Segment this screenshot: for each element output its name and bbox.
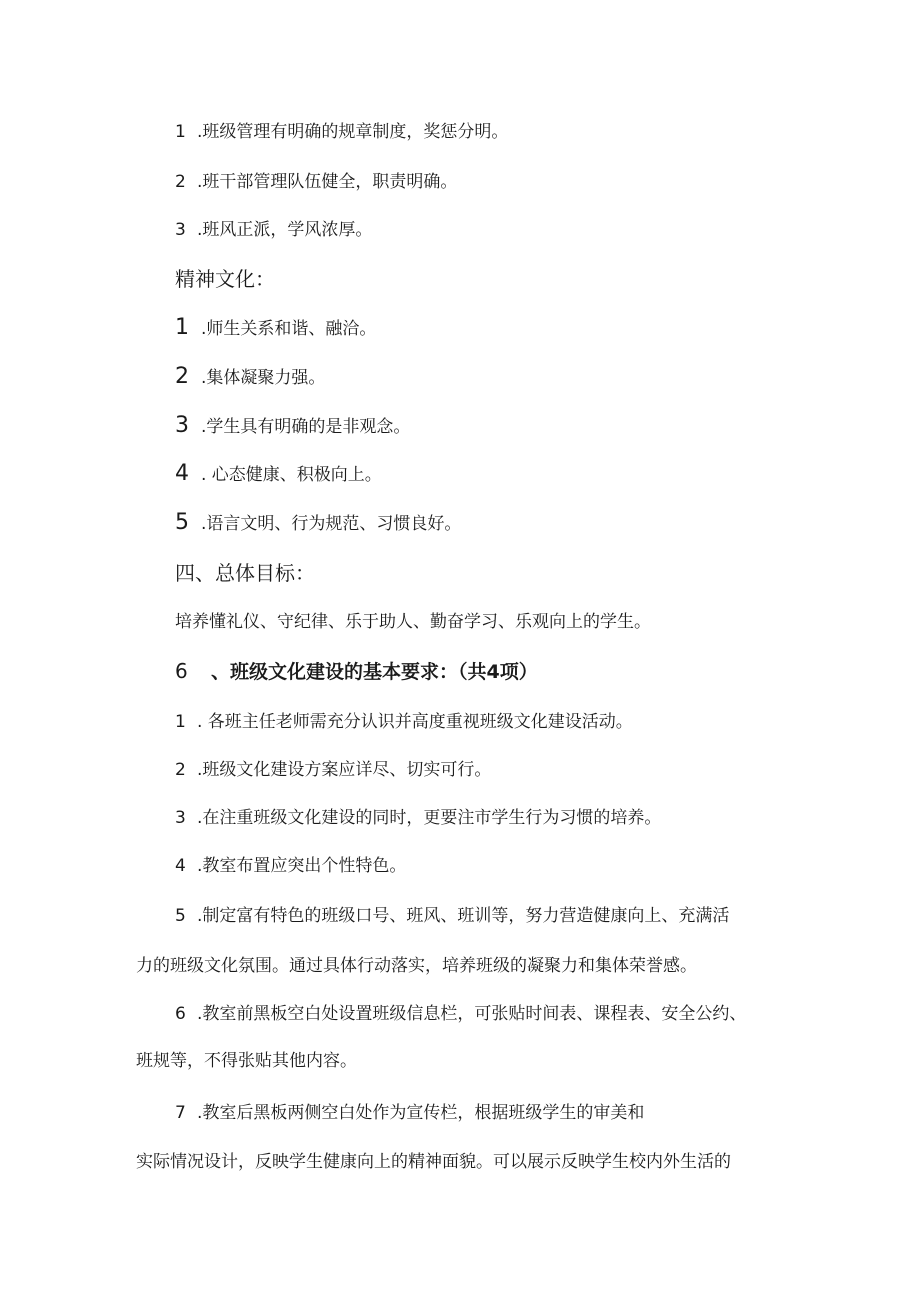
item-number: 6: [175, 1004, 186, 1024]
item-number: 1: [175, 315, 189, 340]
list-item: [175, 904, 729, 928]
list-item: [175, 758, 491, 782]
item-text: .语言文明、行为规范、习惯良好。: [201, 514, 462, 534]
item-number: 5: [175, 510, 189, 535]
item-text: .在注重班级文化建设的同时，更要注市学生行为习惯的培养。: [197, 808, 662, 828]
heading-number: 6: [175, 659, 188, 683]
item-text: .教室后黑板两侧空白处作为宣传栏，根据班级学生的审美和: [197, 1103, 645, 1123]
heading-text: 、班级文化建设的基本要求：（共4项）: [211, 661, 538, 683]
item-text: .制定富有特色的班级口号、班风、班训等，努力营造健康向上、充满活: [197, 906, 730, 926]
list-item: [175, 218, 372, 242]
item-number: 2: [175, 364, 189, 389]
item-number: 2: [175, 172, 186, 192]
list-item: [175, 806, 661, 830]
list-item: [175, 316, 376, 341]
list-item: [175, 170, 457, 194]
item-number: 3: [175, 413, 189, 438]
list-item: [175, 365, 325, 390]
list-item: [175, 1002, 746, 1026]
list-item: [175, 1101, 644, 1125]
section-heading-requirements: [175, 657, 538, 686]
section-heading-goal: 四、总体目标：: [175, 561, 315, 585]
list-item: [175, 511, 461, 536]
item-number: 1: [175, 122, 186, 142]
item-text: .学生具有明确的是非观念。: [201, 417, 411, 437]
item-number: 4: [175, 461, 189, 486]
goal-text: 培养懂礼仪、守纪律、乐于助人、勤奋学习、乐观向上的学生。: [175, 612, 651, 632]
list-item-continuation: 班规等，不得张贴其他内容。: [136, 1051, 357, 1071]
list-item-continuation: 实际情况设计，反映学生健康向上的精神面貌。可以展示反映学生校内外生活的: [136, 1152, 731, 1172]
item-number: 4: [175, 856, 186, 876]
item-text: .班风正派，学风浓厚。: [197, 220, 373, 240]
list-item: [175, 414, 410, 439]
list-item: [175, 462, 382, 487]
item-number: 3: [175, 808, 186, 828]
item-number: 1: [175, 712, 186, 732]
item-text: .教室前黑板空白处设置班级信息栏，可张贴时间表、课程表、安全公约、: [197, 1004, 747, 1024]
item-text: .班级文化建设方案应详尽、切实可行。: [197, 760, 492, 780]
list-item: [175, 854, 406, 878]
item-text: .教室布置应突出个性特色。: [197, 856, 407, 876]
item-number: 3: [175, 220, 186, 240]
item-text: .班干部管理队伍健全，职责明确。: [197, 172, 458, 192]
list-item: [175, 710, 633, 734]
item-number: 5: [175, 906, 186, 926]
item-text: .师生关系和谐、融洽。: [201, 319, 377, 339]
item-number: 7: [175, 1103, 186, 1123]
item-text: .班级管理有明确的规章制度，奖惩分明。: [197, 122, 509, 142]
section-heading-spirit: 精神文化：: [175, 267, 275, 291]
item-text: . 各班主任老师需充分认识并高度重视班级文化建设活动。: [197, 712, 633, 732]
item-number: 2: [175, 760, 186, 780]
list-item: [175, 120, 508, 144]
list-item-continuation: 力的班级文化氛围。通过具体行动落实，培养班级的凝聚力和集体荣誉感。: [136, 956, 697, 976]
item-text: . 心态健康、积极向上。: [201, 465, 382, 485]
item-text: .集体凝聚力强。: [201, 368, 326, 388]
